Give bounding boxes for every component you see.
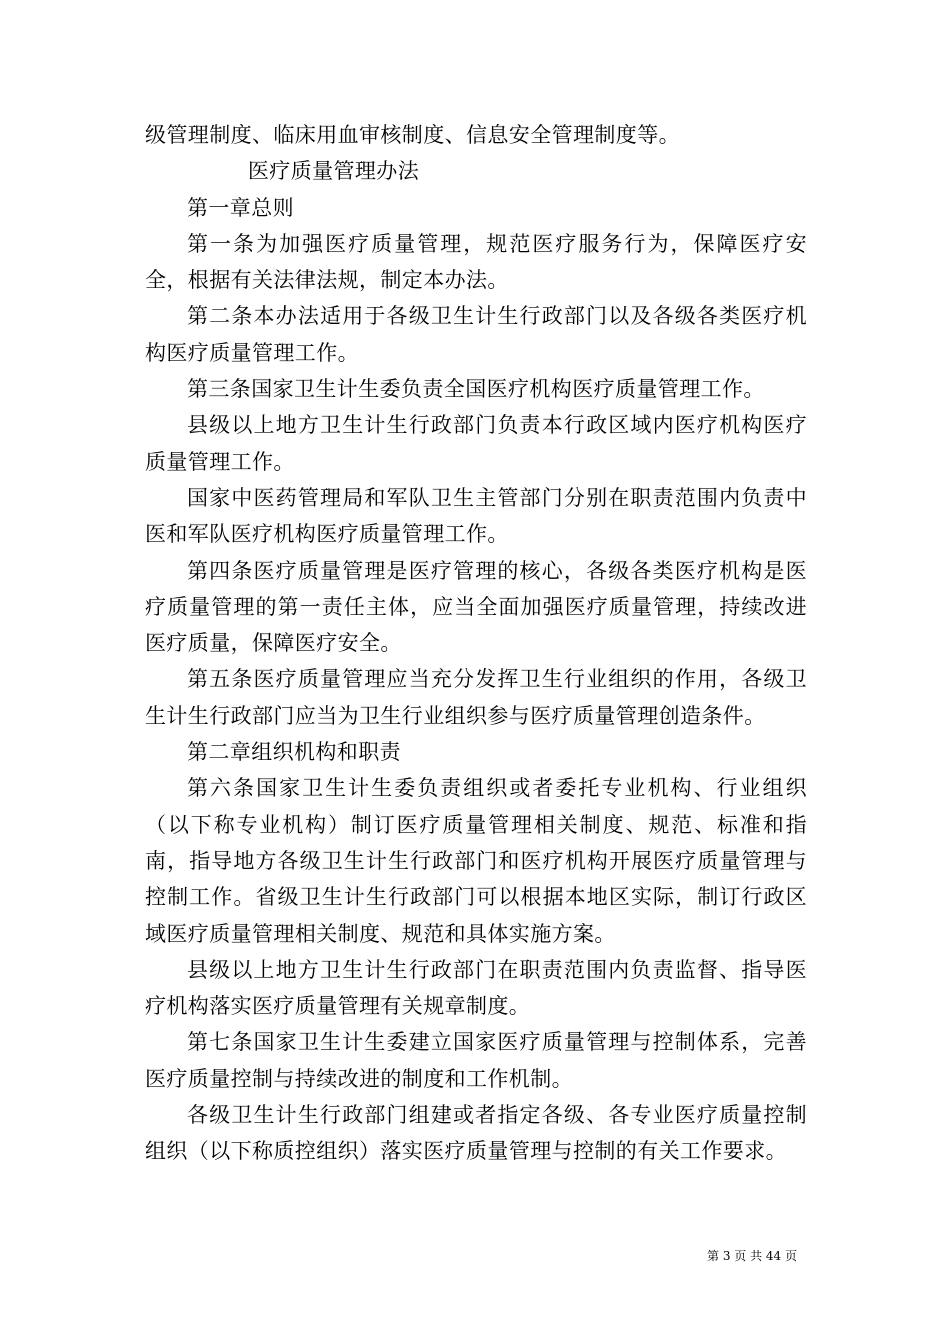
article-5: 第五条医疗质量管理应当充分发挥卫生行业组织的作用，各级卫生计生行政部门应当为卫生行业组织参与医疗质量管理创造条件。 xyxy=(145,667,807,728)
article-3: 第三条国家卫生计生委负责全国医疗机构医疗质量管理工作。 xyxy=(187,377,765,402)
article-6: 第六条国家卫生计生委负责组织或者委托专业机构、行业组织（以下称专业机构）制订医疗质量管理相关制度、规范、标准和指南，指导地方各级卫生计生行政部门和医疗机构开展医疗质量管理与控制工作。省级卫生计生行政部门可以根据本地区实际，制订行政区域医疗质量管理相关制度、规范和具体实施方案。 xyxy=(145,776,807,946)
article-2: 第二条本办法适用于各级卫生计生行政部门以及各级各类医疗机构医疗质量管理工作。 xyxy=(145,304,807,365)
article-3-clause-3: 国家中医药管理局和军队卫生主管部门分别在职责范围内负责中医和军队医疗机构医疗质量管理工作。 xyxy=(145,485,807,547)
document-title: 医疗质量管理办法 xyxy=(247,159,420,184)
article-3-clause-2: 县级以上地方卫生计生行政部门负责本行政区域内医疗机构医疗质量管理工作。 xyxy=(145,413,807,474)
page-number: 第 3 页 共 44 页 xyxy=(707,1249,797,1263)
chapter-heading-1: 第一章总则 xyxy=(187,195,294,220)
article-4: 第四条医疗质量管理是医疗管理的核心，各级各类医疗机构是医疗质量管理的第一责任主体，应当全面加强医疗质量管理，持续改进医疗质量，保障医疗安全。 xyxy=(145,558,807,656)
paragraph-continuation: 级管理制度、临床用血审核制度、信息安全管理制度等。 xyxy=(145,123,680,147)
chapter-heading-2: 第二章组织机构和职责 xyxy=(187,740,401,765)
document-body xyxy=(145,117,807,1170)
article-6-clause-2: 县级以上地方卫生计生行政部门在职责范围内负责监督、指导医疗机构落实医疗质量管理有关规章制度。 xyxy=(145,957,807,1019)
article-7-clause-2: 各级卫生计生行政部门组建或者指定各级、各专业医疗质量控制组织（以下称质控组织）落实医疗质量管理与控制的有关工作要求。 xyxy=(145,1103,807,1164)
article-1: 第一条为加强医疗质量管理，规范医疗服务行为，保障医疗安全，根据有关法律法规，制定本办法。 xyxy=(145,231,807,293)
article-7: 第七条国家卫生计生委建立国家医疗质量管理与控制体系，完善医疗质量控制与持续改进的制度和工作机制。 xyxy=(145,1030,807,1091)
